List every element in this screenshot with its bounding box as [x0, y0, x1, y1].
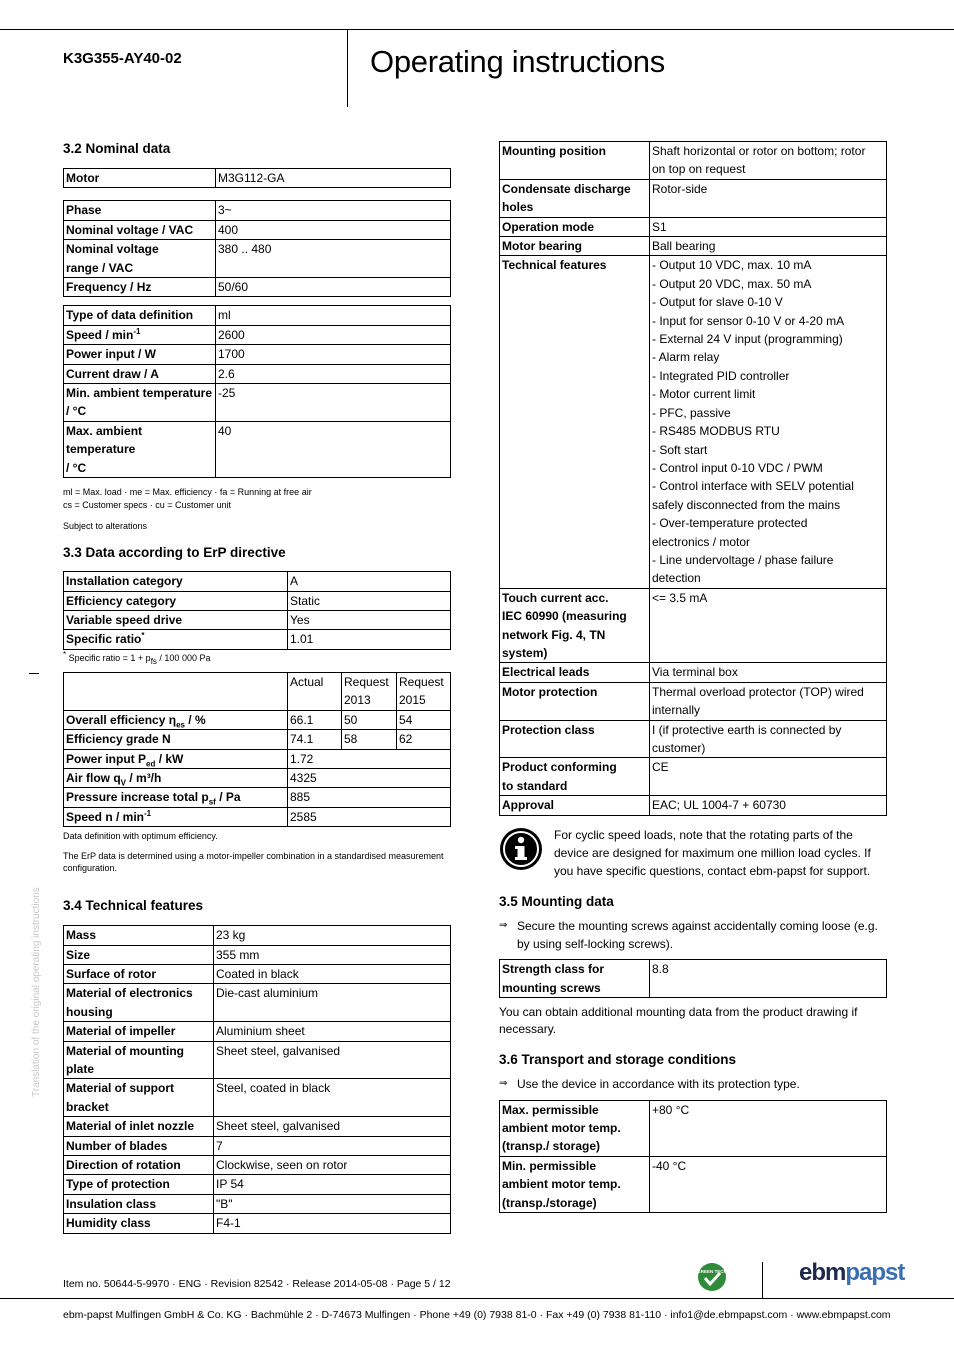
erp-note-2: The ErP data is determined using a motor-impeller combination in a standardised measurement configuration.: [63, 851, 444, 874]
document-title: Operating instructions: [370, 44, 665, 79]
row-label: Insulation class: [64, 1194, 214, 1213]
row-label: Speed / $\min^{-1}$: [64, 325, 216, 344]
section-heading-transport: 3.6 Transport and storage conditions: [499, 1052, 737, 1068]
table-row: [500, 237, 887, 256]
row-label: Approval: [500, 796, 650, 815]
row-label: Motor bearing: [500, 237, 650, 256]
row-label: Humidity class: [64, 1214, 214, 1233]
row-value: -40 °C: [650, 1156, 887, 1212]
row-value: 2600: [216, 325, 451, 344]
row-value: -25: [216, 384, 451, 422]
row-value: IP 54: [214, 1175, 451, 1194]
logo-divider: [762, 1262, 763, 1298]
row-label: Technical features: [500, 256, 650, 588]
legend-line-2: cs = Customer specs · cu = Customer unit: [63, 500, 232, 511]
table-row: [500, 1100, 887, 1156]
row-label: Nominal voltage range / VAC: [64, 240, 216, 278]
table-row: [64, 240, 451, 278]
table-row: Overall efficiency $\eta_{es}$ / % 66.1 50 54: [64, 710, 451, 729]
row-value: F4-1: [214, 1214, 451, 1233]
table-row: Installation category A: [64, 572, 451, 591]
table-row: [64, 201, 451, 220]
erp-table: [63, 571, 451, 650]
table-row: [64, 220, 451, 239]
row-value: EAC; UL 1004-7 + 60730: [650, 796, 887, 815]
erp-note-1: Data definition with optimum efficiency.: [63, 831, 218, 842]
row-value: Steel, coated in black: [214, 1079, 451, 1117]
row-label: Power input / W: [64, 345, 216, 364]
row-value: Rotor-side: [650, 179, 887, 217]
row-label: Max. permissible ambient motor temp. (transp./ storage): [500, 1100, 650, 1156]
row-label: Direction of rotation: [64, 1156, 214, 1175]
row-label: Size: [64, 945, 214, 964]
row-value: 7: [214, 1136, 451, 1155]
row-value: 400: [216, 220, 451, 239]
row-value: 8.8: [650, 960, 887, 998]
table-row: [500, 720, 887, 758]
table-row: [64, 364, 451, 383]
row-value: 3~: [216, 201, 451, 220]
side-translation-note: Translation of the original operating instructions: [31, 887, 42, 1097]
table-row: [500, 1156, 887, 1212]
section-heading-technical: 3.4 Technical features: [63, 898, 204, 914]
row-label: Mass: [64, 926, 214, 945]
section-heading-mounting: 3.5 Mounting data: [499, 893, 614, 909]
table-row: [64, 945, 451, 964]
legend-line-1: ml = Max. load · me = Max. efficiency · fa = Running at free air: [63, 487, 312, 498]
row-value: Thermal overload protector (TOP) wired internally: [650, 682, 887, 720]
table-row: [64, 1041, 451, 1079]
specific-ratio-footnote: * Specific ratio = $1 + p_{fs} / 100$ 000 Pa: [63, 649, 211, 666]
row-value: +80 °C: [650, 1100, 887, 1156]
ebmpapst-logo: ebmpapst: [799, 1259, 905, 1286]
table-row: Specific ratio* 1.01: [64, 630, 451, 649]
row-value: CE: [650, 758, 887, 796]
row-value: 1700: [216, 345, 451, 364]
row-value: Shaft horizontal or rotor on bottom; rotor on top on request: [650, 142, 887, 180]
table-row: [64, 926, 451, 945]
product-id: K3G355-AY40-02: [63, 50, 182, 67]
row-value: <= 3.5 mA: [650, 588, 887, 663]
transport-instruction: ⇒ Use the device in accordance with its protection type.: [499, 1075, 887, 1093]
row-value: Via terminal box: [650, 663, 887, 682]
table-row: [64, 1156, 451, 1175]
row-value: M3G112-GA: [216, 169, 451, 188]
row-label: Protection class: [500, 720, 650, 758]
row-label: Min. permissible ambient motor temp. (transp./storage): [500, 1156, 650, 1212]
table-row: [64, 1175, 451, 1194]
row-value: S1: [650, 217, 887, 236]
table-row: [64, 1214, 451, 1233]
table-row: [500, 142, 887, 180]
table-row: Power input $P_{ed}$ / kW 1.72: [64, 749, 451, 768]
row-label: Type of protection: [64, 1175, 214, 1194]
row-value: Sheet steel, galvanised: [214, 1041, 451, 1079]
row-label: Max. ambient temperature / °C: [64, 421, 216, 477]
info-note: [499, 826, 887, 880]
row-label: Material of impeller: [64, 1022, 214, 1041]
row-value: Sheet steel, galvanised: [214, 1117, 451, 1136]
table-row: Pressure increase total $p_{sf}$ / Pa 885: [64, 788, 451, 807]
row-label: Mounting position: [500, 142, 650, 180]
row-label: Motor protection: [500, 682, 650, 720]
row-value: "B": [214, 1194, 451, 1213]
table-row: [500, 960, 887, 998]
row-label: Type of data definition: [64, 306, 216, 325]
table-row: [64, 278, 451, 297]
row-label: Nominal voltage / VAC: [64, 220, 216, 239]
row-value: ml: [216, 306, 451, 325]
table-row: [64, 421, 451, 477]
motor-table: [63, 168, 451, 188]
row-label: Motor: [64, 169, 216, 188]
technical-table: [63, 925, 451, 1234]
table-row: [64, 1022, 451, 1041]
speed-label: Speed / min: [66, 327, 134, 342]
footer-address: ebm-papst Mulfingen GmbH & Co. KG · Bachmühle 2 · D-74673 Mulfingen · Phone +49 (0) 7938 81-0 · Fax +49 (0) 7938 81-110 · info1@de.ebmpapst.com · www.ebmpapst.com: [63, 1309, 891, 1321]
row-label: Material of electronics housing: [64, 984, 214, 1022]
table-row: Speed n / $\min^{-1}$ 2585: [64, 807, 451, 826]
row-value: 380 .. 480: [216, 240, 451, 278]
arrow-icon: ⇒: [499, 1078, 508, 1090]
row-label: Number of blades: [64, 1136, 214, 1155]
subject-note: Subject to alterations: [63, 521, 148, 532]
table-row: [500, 179, 887, 217]
table-row: [500, 682, 887, 720]
footer-item-info: Item no. 50644-5-9970 · ENG · Revision 82542 · Release 2014-05-08 · Page 5 / 12: [63, 1278, 451, 1290]
table-row: [500, 588, 887, 663]
table-row: [500, 663, 887, 682]
specific-ratio-label: Specific ratio: [66, 632, 142, 647]
table-row: [64, 325, 451, 344]
section-heading-nominal: 3.2 Nominal data: [63, 141, 171, 156]
row-label: Condensate discharge holes: [500, 179, 650, 217]
row-label: Material of inlet nozzle: [64, 1117, 214, 1136]
table-row: Air flow $q_V / m^3/h$ 4325: [64, 768, 451, 787]
table-header-row: Actual Request 2013 Request 2015: [64, 672, 451, 710]
table-row: [64, 169, 451, 188]
row-label: Product conforming to standard: [500, 758, 650, 796]
row-label: Phase: [64, 201, 216, 220]
row-value: I (if protective earth is connected by customer): [650, 720, 887, 758]
footer-rule: [0, 1298, 954, 1299]
table-row: [500, 796, 887, 815]
row-label: Operation mode: [500, 217, 650, 236]
motor-details-table: [499, 141, 887, 816]
info-text: For cyclic speed loads, note that the rotating parts of the device are designed for maximum one million load cycles. If you have specific questions, contact ebm-papst for support.: [554, 827, 871, 878]
table-row: [64, 984, 451, 1022]
table-row: [64, 1117, 451, 1136]
table-row: [64, 345, 451, 364]
row-label: Material of support bracket: [64, 1079, 214, 1117]
row-label: Touch current acc. IEC 60990 (measuring network Fig. 4, TN system): [500, 588, 650, 663]
row-value: 50/60: [216, 278, 451, 297]
header-divider: [347, 30, 348, 107]
table-row: [500, 758, 887, 796]
table-row: [64, 1136, 451, 1155]
row-value: Aluminium sheet: [214, 1022, 451, 1041]
info-icon: [499, 827, 543, 871]
electrical-table: [63, 200, 451, 297]
operating-table: [63, 305, 451, 478]
arrow-icon: ⇒: [499, 919, 508, 931]
row-value: - Output 10 VDC, max. 10 mA - Output 20 VDC, max. 50 mA - Output for slave 0-10 V - Input for sensor 0-10 V or 4-20 mA - External 24 V input (programming) - Alarm relay - Integrated PID controller - Motor current limit - PFC, passive - RS485 MODBUS RTU - Soft start - Control input 0-10 VDC / PWM - Control interface with SELV potential safely disconnected from the mains - Over-temperature protected electronics / motor - Line undervoltage / phase failure detection: [650, 256, 887, 588]
table-row: [64, 306, 451, 325]
table-row: [64, 384, 451, 422]
greentech-badge-text: GREEN TECH: [697, 1269, 727, 1274]
row-value: 355 mm: [214, 945, 451, 964]
row-label: Frequency / Hz: [64, 278, 216, 297]
row-value: Coated in black: [214, 964, 451, 983]
row-label: Material of mounting plate: [64, 1041, 214, 1079]
transport-table: [499, 1100, 887, 1213]
header-rule: [0, 29, 954, 30]
row-label: Strength class for mounting screws: [500, 960, 650, 998]
table-row: [64, 1194, 451, 1213]
table-row: [500, 217, 887, 236]
erp-efficiency-table: [63, 672, 451, 827]
left-column: [63, 141, 451, 1234]
row-label: Electrical leads: [500, 663, 650, 682]
row-value: 2.6: [216, 364, 451, 383]
table-row: Variable speed drive Yes: [64, 610, 451, 629]
mounting-table: [499, 959, 887, 998]
table-row: [500, 256, 887, 588]
side-margin-mark: [29, 673, 39, 674]
row-label: Current draw / A: [64, 364, 216, 383]
table-row: Efficiency category Static: [64, 591, 451, 610]
row-value: 40: [216, 421, 451, 477]
row-value: Ball bearing: [650, 237, 887, 256]
row-value: Die-cast aluminium: [214, 984, 451, 1022]
section-heading-erp: 3.3 Data according to ErP directive: [63, 545, 286, 561]
row-value: 23 kg: [214, 926, 451, 945]
table-row: [64, 1079, 451, 1117]
table-row: [64, 964, 451, 983]
right-column: [499, 141, 887, 1213]
mounting-note: You can obtain additional mounting data from the product drawing if necessary.: [499, 1005, 858, 1037]
greentech-logo-icon: [697, 1262, 727, 1292]
row-label: Min. ambient temperature / °C: [64, 384, 216, 422]
row-label: Surface of rotor: [64, 964, 214, 983]
row-value: Clockwise, seen on rotor: [214, 1156, 451, 1175]
mounting-instruction: ⇒ Secure the mounting screws against accidentally coming loose (e.g. by using self-locking screws).: [499, 917, 887, 954]
table-row: Efficiency grade N 74.1 58 62: [64, 730, 451, 749]
